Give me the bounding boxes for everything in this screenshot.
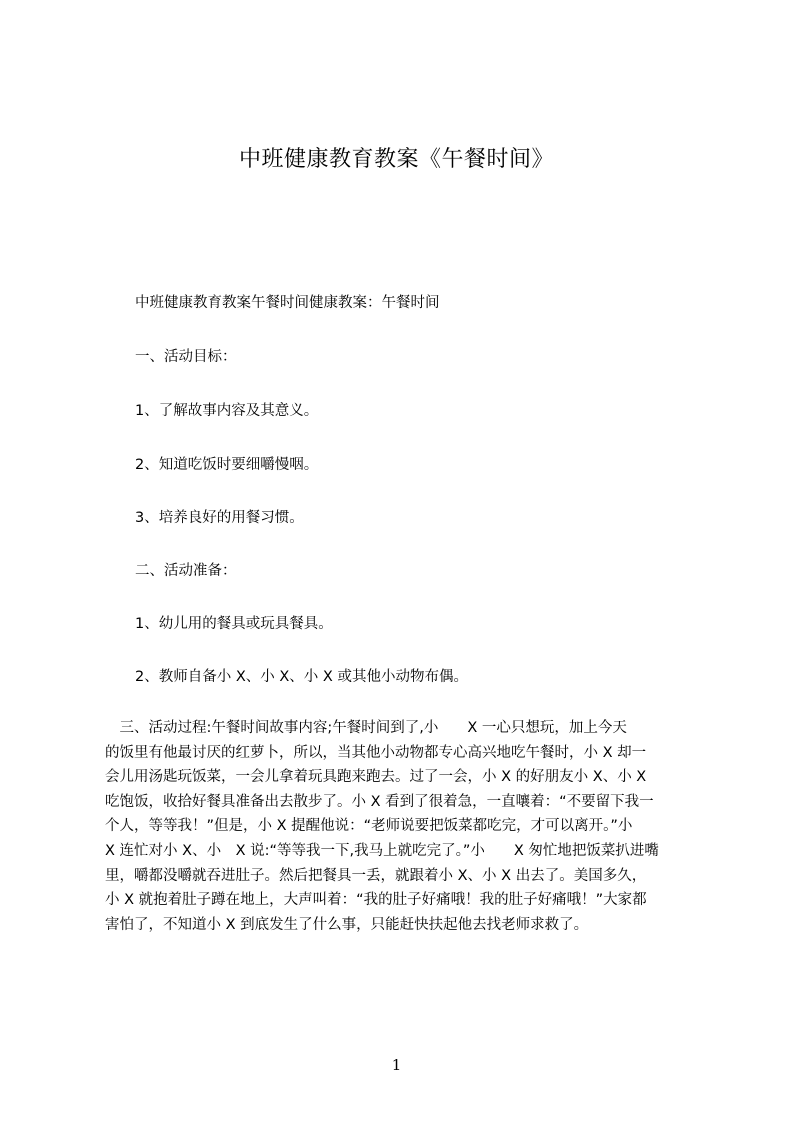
goal-item: 2、知道吃饭时要细嚼慢咽。 bbox=[135, 457, 319, 473]
section-heading-preparation: 二、活动准备： bbox=[135, 563, 237, 579]
goal-item: 1、了解故事内容及其意义。 bbox=[135, 403, 319, 419]
paragraph-line: 个人，等等我！”但是，小 X 提醒他说：“老师说要把饭菜都吃完，才可以离开。”小 bbox=[105, 818, 633, 835]
preparation-item: 2、教师自备小 X、小 X、小 X 或其他小动物布偶。 bbox=[135, 669, 468, 685]
section-heading-goals: 一、活动目标： bbox=[135, 349, 237, 365]
paragraph-line: 的饭里有他最讨厌的红萝卜，所以，当其他小动物都专心高兴地吃午餐时，小 X 却一 bbox=[105, 744, 647, 761]
document-title: 中班健康教育教案《午餐时间》 bbox=[238, 147, 554, 172]
paragraph-line: 吃饱饭，收拾好餐具准备出去散步了。小 X 看到了很着急，一直嚷着：“不要留下我一 bbox=[105, 793, 654, 810]
paragraph-line: 会儿用汤匙玩饭菜，一会儿拿着玩具跑来跑去。过了一会，小 X 的好朋友小 X、小 X bbox=[105, 769, 647, 786]
subtitle: 中班健康教育教案午餐时间健康教案：午餐时间 bbox=[135, 295, 440, 311]
activity-process-paragraph bbox=[105, 716, 697, 956]
paragraph-line: 害怕了，不知道小 X 到底发生了什么事，只能赶快扶起他去找老师求救了。 bbox=[105, 916, 589, 933]
preparation-item: 1、幼儿用的餐具或玩具餐具。 bbox=[135, 616, 333, 632]
paragraph-line: 小 X 就抱着肚子蹲在地上，大声叫着：“我的肚子好痛哦！我的肚子好痛哦！”大家都 bbox=[105, 892, 647, 909]
paragraph-line: X 连忙对小 X、小 X 说:“等等我一下,我马上就吃完了。”小 X 匆忙地把饭菜扒进嘴 bbox=[105, 842, 659, 859]
paragraph-line: 里，嚼都没嚼就吞进肚子。然后把餐具一丢，就跟着小 X、小 X 出去了。美国多久， bbox=[105, 867, 647, 884]
paragraph-line: 三、活动过程:午餐时间故事内容;午餐时间到了,小 X 一心只想玩，加上今天 bbox=[105, 720, 627, 736]
page-number: 1 bbox=[391, 1056, 402, 1074]
goal-item: 3、培养良好的用餐习惯。 bbox=[135, 510, 304, 526]
